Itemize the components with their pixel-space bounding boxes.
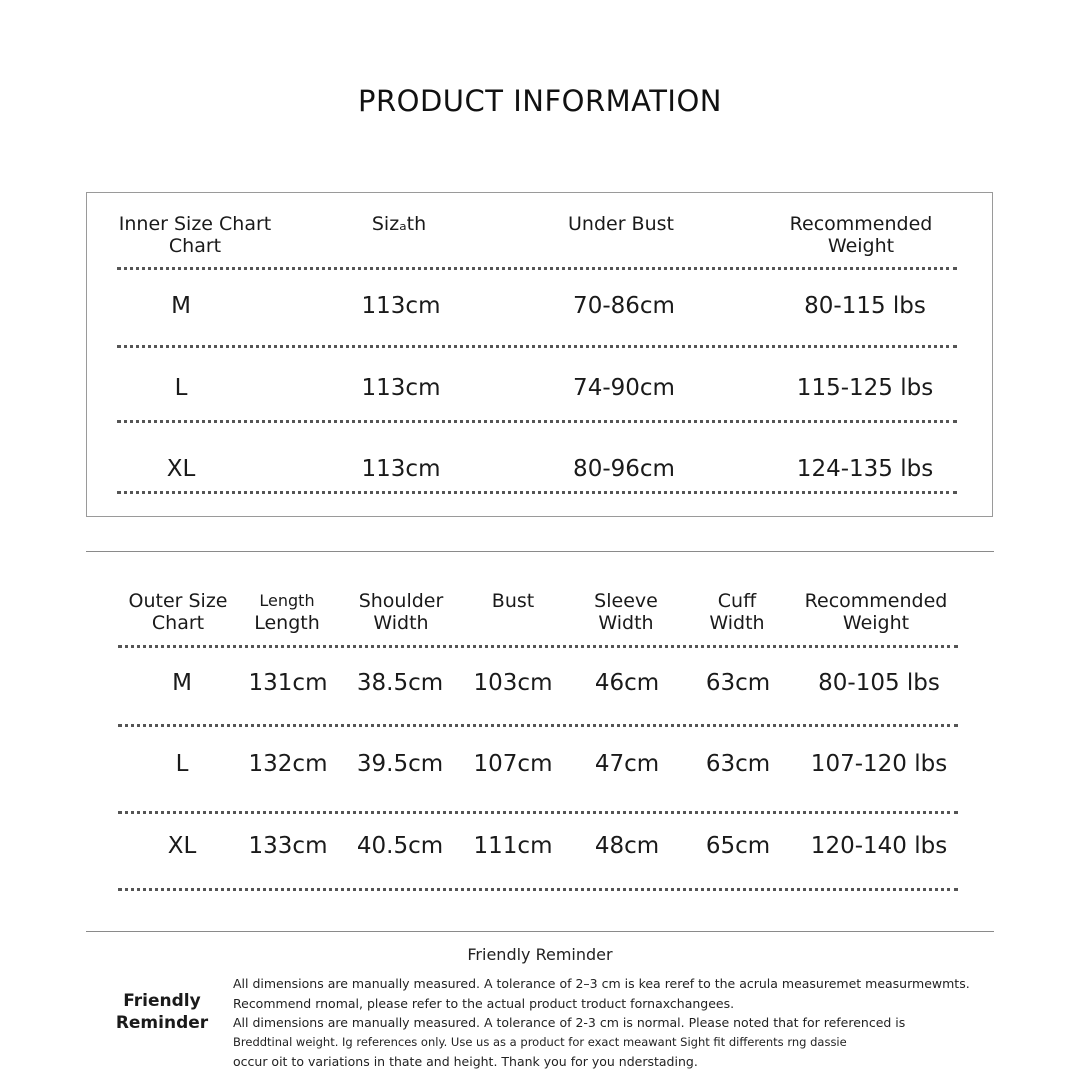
outer-header-size-chart: Outer Size Chart [128, 590, 228, 634]
outer-divider [118, 888, 958, 891]
outer-divider [118, 811, 958, 814]
reminder-side-label: Friendly Reminder [115, 991, 209, 1033]
outer-header-recommended-weight: Recommended Weight [804, 590, 948, 634]
inner-header-size-chart: Inner Size Chart Chart [118, 213, 272, 257]
inner-divider [117, 345, 957, 348]
outer-cell: 80-105 lbs [818, 670, 940, 696]
outer-cell: 133cm [248, 833, 328, 859]
inner-divider [117, 420, 957, 423]
inner-cell: 124-135 lbs [796, 456, 934, 482]
inner-cell: 80-96cm [573, 456, 675, 482]
outer-cell: 40.5cm [356, 833, 444, 859]
outer-cell: 131cm [248, 670, 328, 696]
inner-cell: 70-86cm [573, 293, 675, 319]
inner-cell: 80-115 lbs [804, 293, 926, 319]
reminder-line: All dimensions are manually measured. A tolerance of 2–3 cm is kea reref to the acrula measuremet measurmewmts. [233, 976, 970, 991]
section-divider [86, 931, 994, 932]
reminder-text [233, 974, 993, 1072]
outer-cell: 111cm [473, 833, 553, 859]
outer-header-bust: Bust [491, 590, 535, 612]
outer-cell: 63cm [705, 751, 771, 777]
inner-cell: 113cm [361, 375, 441, 401]
outer-header-length: Length Length [254, 591, 320, 634]
outer-cell: 132cm [248, 751, 328, 777]
inner-header-recommended-weight: Recommended Weight [789, 213, 933, 257]
reminder-line: All dimensions are manually measured. A tolerance of 2-3 cm is normal. Please noted that for referenced is [233, 1015, 906, 1030]
outer-cell: 46cm [594, 670, 660, 696]
outer-cell: 103cm [473, 670, 553, 696]
reminder-title: Friendly Reminder [467, 945, 613, 964]
outer-cell: 63cm [705, 670, 771, 696]
inner-cell: 115-125 lbs [796, 375, 934, 401]
outer-cell: 39.5cm [356, 751, 444, 777]
outer-cell: 120-140 lbs [810, 833, 948, 859]
outer-size-xl: XL [167, 833, 197, 859]
outer-divider [118, 645, 958, 648]
outer-cell: 107-120 lbs [810, 751, 948, 777]
reminder-line: Recommend rnomal, please refer to the actual product troduct fornaxchangees. [233, 995, 735, 1011]
inner-divider [117, 491, 957, 494]
inner-header-under-bust: Under Bust [568, 213, 674, 235]
page-title: PRODUCT INFORMATION [358, 84, 722, 118]
outer-header-shoulder-width: Shoulder Width [358, 590, 444, 634]
inner-size-xl: XL [166, 456, 196, 482]
inner-size-m: M [171, 293, 191, 319]
outer-cell: 48cm [594, 833, 660, 859]
inner-cell: 74-90cm [573, 375, 675, 401]
reminder-line: occur oit to variations in thate and height. Thank you for you nderstading. [233, 1054, 698, 1069]
inner-divider [117, 267, 957, 270]
outer-cell: 47cm [594, 751, 660, 777]
outer-cell: 107cm [473, 751, 553, 777]
outer-size-m: M [172, 670, 192, 696]
section-divider [86, 551, 994, 552]
inner-size-l: L [174, 375, 188, 401]
outer-cell: 38.5cm [356, 670, 444, 696]
outer-size-l: L [175, 751, 189, 777]
inner-size-table [86, 192, 993, 517]
outer-cell: 65cm [705, 833, 771, 859]
outer-divider [118, 724, 958, 727]
inner-header-size: Sizₐth [371, 213, 427, 235]
inner-cell: 113cm [361, 456, 441, 482]
inner-cell: 113cm [361, 293, 441, 319]
outer-header-cuff-width: Cuff Width [709, 590, 765, 634]
reminder-line: Breddtinal weight. Ig references only. Use us as a product for exact meawant Sight fit differents rng dassie [233, 1034, 847, 1049]
outer-header-sleeve-width: Sleeve Width [594, 590, 658, 634]
